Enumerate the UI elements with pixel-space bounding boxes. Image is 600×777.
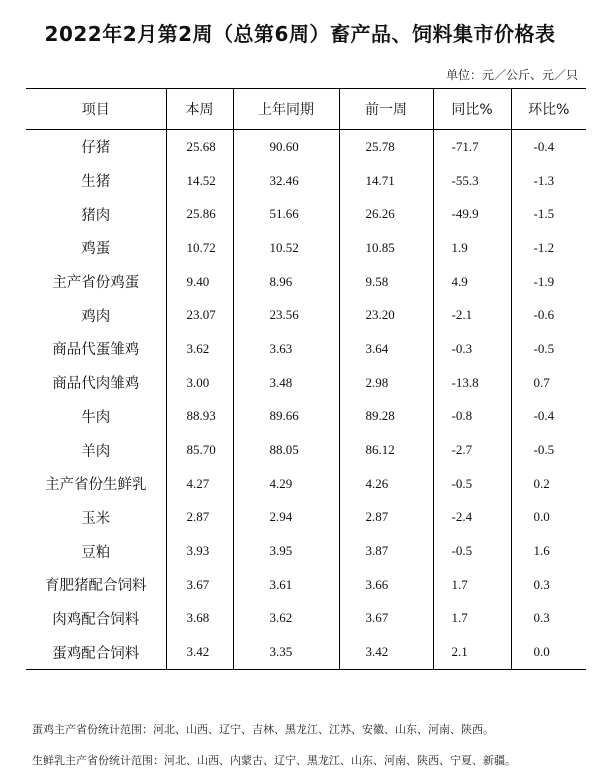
table-cell: -0.5 xyxy=(433,467,511,501)
table-cell: 3.62 xyxy=(233,602,339,636)
table-cell: -0.5 xyxy=(511,433,586,467)
table-cell: 1.6 xyxy=(511,534,586,568)
table-cell: 3.66 xyxy=(339,568,433,602)
table-cell: 0.2 xyxy=(511,467,586,501)
page-title: 2022年2月第2周（总第6周）畜产品、饲料集市价格表 xyxy=(44,22,556,46)
table-row xyxy=(26,197,586,231)
row-item-name: 肉鸡配合饲料 xyxy=(52,611,140,628)
row-item-name: 猪肉 xyxy=(81,207,111,224)
table-cell: 51.66 xyxy=(233,197,339,231)
table-cell: 3.64 xyxy=(339,332,433,366)
table-cell: 4.9 xyxy=(433,265,511,299)
table-cell: -1.9 xyxy=(511,265,586,299)
table-row xyxy=(26,366,586,400)
row-item-name: 玉米 xyxy=(81,510,111,527)
table-cell: 4.29 xyxy=(233,467,339,501)
table-cell: 3.95 xyxy=(233,534,339,568)
footnote-egg-provinces: 蛋鸡主产省份统计范围：河北、山西、辽宁、吉林、黑龙江、江苏、安徽、山东、河南、陕西。 xyxy=(32,723,494,736)
table-row xyxy=(26,568,586,602)
table-cell: -71.7 xyxy=(433,130,511,164)
table-row xyxy=(26,265,586,299)
column-header: 环比% xyxy=(511,89,586,130)
row-item-name: 主产省份鸡蛋 xyxy=(52,275,140,292)
table-cell: -0.4 xyxy=(511,130,586,164)
table-cell: 3.67 xyxy=(339,602,433,636)
table-row xyxy=(26,400,586,434)
row-item-name: 羊肉 xyxy=(81,443,111,460)
table-cell: 85.70 xyxy=(166,433,233,467)
table-cell: 0.0 xyxy=(511,635,586,669)
table-cell: -0.5 xyxy=(511,332,586,366)
table-cell: 14.52 xyxy=(166,164,233,198)
table-row xyxy=(26,534,586,568)
table-cell: -0.6 xyxy=(511,298,586,332)
column-header: 同比% xyxy=(433,89,511,130)
column-header: 前一周 xyxy=(339,89,433,130)
table-cell: -0.5 xyxy=(433,534,511,568)
table-row xyxy=(26,602,586,636)
row-item-name: 鸡蛋 xyxy=(81,241,111,258)
table-cell: 3.87 xyxy=(339,534,433,568)
table-cell: 1.7 xyxy=(433,568,511,602)
table-cell: -1.3 xyxy=(511,164,586,198)
row-item-name: 生猪 xyxy=(81,174,111,191)
table-cell: 9.40 xyxy=(166,265,233,299)
table-cell: 2.87 xyxy=(166,501,233,535)
table-cell: 26.26 xyxy=(339,197,433,231)
table-cell: 23.56 xyxy=(233,298,339,332)
table-cell: 3.63 xyxy=(233,332,339,366)
table-cell: 3.00 xyxy=(166,366,233,400)
table-cell: -1.5 xyxy=(511,197,586,231)
table-cell: 0.0 xyxy=(511,501,586,535)
table-cell: 88.05 xyxy=(233,433,339,467)
table-cell: 90.60 xyxy=(233,130,339,164)
table-row xyxy=(26,433,586,467)
table-cell: -49.9 xyxy=(433,197,511,231)
table-cell: 9.58 xyxy=(339,265,433,299)
table-row xyxy=(26,298,586,332)
table-cell: 89.66 xyxy=(233,400,339,434)
row-item-name: 蛋鸡配合饲料 xyxy=(26,635,166,669)
column-header: 项目 xyxy=(26,89,166,130)
table-row xyxy=(26,635,586,669)
table-cell: 3.42 xyxy=(339,635,433,669)
column-header: 本周 xyxy=(166,89,233,130)
table-cell: 4.27 xyxy=(166,467,233,501)
table-cell: 3.35 xyxy=(233,635,339,669)
table-cell: 3.61 xyxy=(233,568,339,602)
table-cell: 23.07 xyxy=(166,298,233,332)
footnote-milk-provinces: 生鲜乳主产省份统计范围：河北、山西、内蒙古、辽宁、黑龙江、山东、河南、陕西、宁夏、新疆。 xyxy=(32,754,516,767)
table-cell: 3.48 xyxy=(233,366,339,400)
table-row xyxy=(26,332,586,366)
table-cell: -1.2 xyxy=(511,231,586,265)
table-cell: -2.4 xyxy=(433,501,511,535)
table-cell: 3.67 xyxy=(166,568,233,602)
row-item-name: 仔猪 xyxy=(81,140,111,157)
row-item-name: 豆粕 xyxy=(81,544,111,561)
table-header-row xyxy=(26,89,586,130)
table-cell: -13.8 xyxy=(433,366,511,400)
table-cell: 3.42 xyxy=(166,635,233,669)
table-cell: 1.9 xyxy=(433,231,511,265)
unit-label: 单位：元／公斤、元／只 xyxy=(445,68,578,82)
table-cell: 2.87 xyxy=(339,501,433,535)
table-cell: 2.1 xyxy=(433,635,511,669)
table-cell: 32.46 xyxy=(233,164,339,198)
row-item-name: 主产省份生鲜乳 xyxy=(45,477,147,494)
table-body xyxy=(26,130,586,670)
table-cell: -2.7 xyxy=(433,433,511,467)
table-cell: 25.78 xyxy=(339,130,433,164)
table-cell: 25.68 xyxy=(166,130,233,164)
row-item-name: 商品代肉雏鸡 xyxy=(52,376,140,393)
table-cell: -0.3 xyxy=(433,332,511,366)
table-cell: 89.28 xyxy=(339,400,433,434)
row-item-name: 牛肉 xyxy=(81,409,111,426)
row-item-name: 鸡肉 xyxy=(81,308,111,325)
table-cell: 10.52 xyxy=(233,231,339,265)
row-item-name: 育肥猪配合饲料 xyxy=(45,578,147,595)
table-cell: 25.86 xyxy=(166,197,233,231)
table-cell: 2.94 xyxy=(233,501,339,535)
row-item-name: 商品代蛋雏鸡 xyxy=(52,342,140,359)
table-cell: 0.3 xyxy=(511,568,586,602)
column-header: 上年同期 xyxy=(233,89,339,130)
table-cell: 8.96 xyxy=(233,265,339,299)
table-cell: -55.3 xyxy=(433,164,511,198)
table-cell: 86.12 xyxy=(339,433,433,467)
table-cell: -2.1 xyxy=(433,298,511,332)
table-cell: 10.85 xyxy=(339,231,433,265)
table-cell: -0.8 xyxy=(433,400,511,434)
table-row xyxy=(26,231,586,265)
table-cell: 1.7 xyxy=(433,602,511,636)
table-cell: 88.93 xyxy=(166,400,233,434)
table-row xyxy=(26,467,586,501)
table-cell: 0.3 xyxy=(511,602,586,636)
table-cell: 14.71 xyxy=(339,164,433,198)
table-row xyxy=(26,501,586,535)
table-cell: 3.62 xyxy=(166,332,233,366)
table-cell: 0.7 xyxy=(511,366,586,400)
table-row xyxy=(26,130,586,164)
price-table xyxy=(26,88,586,670)
table-cell: 4.26 xyxy=(339,467,433,501)
table-cell: 3.68 xyxy=(166,602,233,636)
table-cell: 3.93 xyxy=(166,534,233,568)
table-cell: 23.20 xyxy=(339,298,433,332)
table-cell: 10.72 xyxy=(166,231,233,265)
table-cell: 2.98 xyxy=(339,366,433,400)
table-row xyxy=(26,164,586,198)
table-cell: -0.4 xyxy=(511,400,586,434)
